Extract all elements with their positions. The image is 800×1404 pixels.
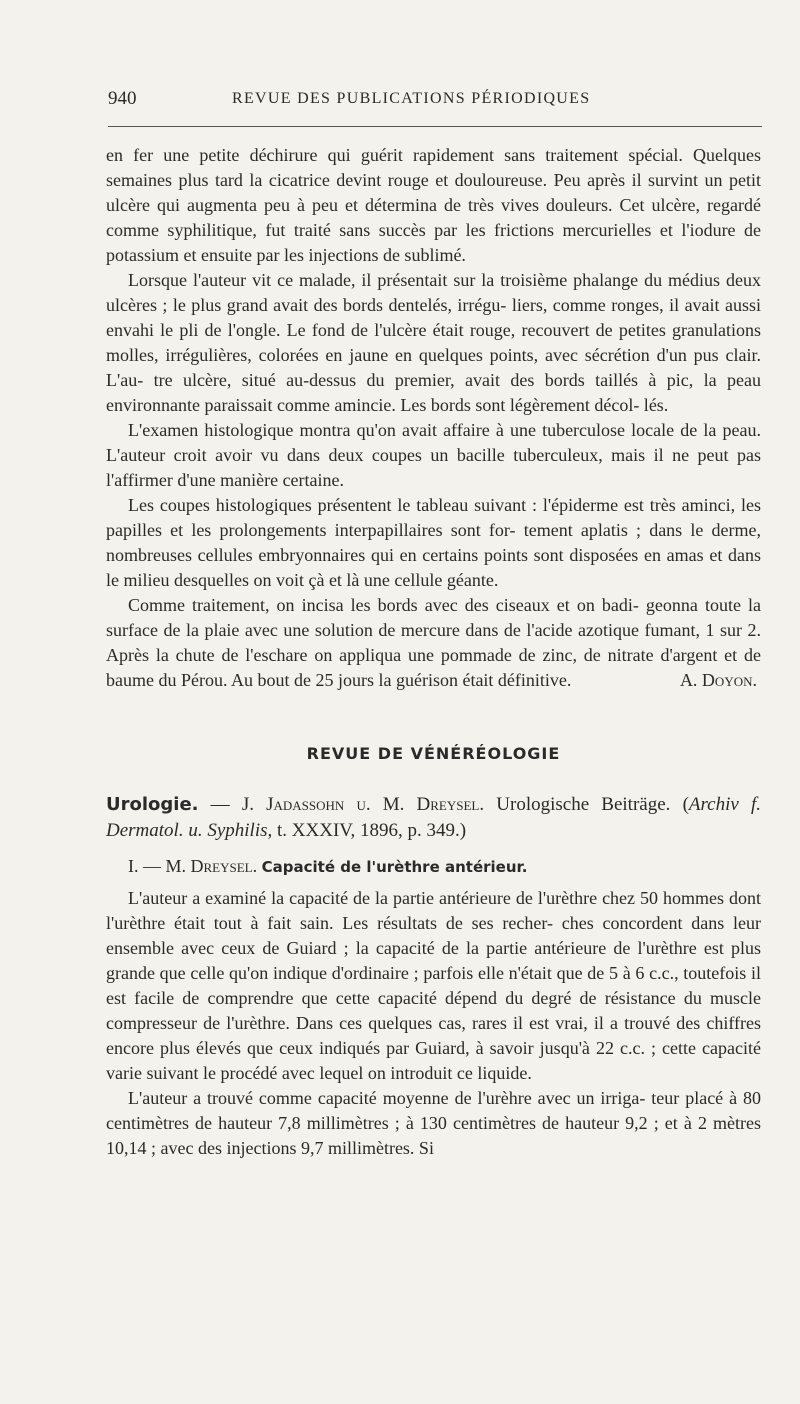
running-title: REVUE DES PUBLICATIONS PÉRIODIQUES xyxy=(232,90,591,107)
entry-citation: , t. XXXIV, 1896, p. 349.) xyxy=(267,820,467,841)
bibliographic-entry xyxy=(106,792,761,844)
body-text xyxy=(106,143,761,1161)
entry-dash: — xyxy=(210,794,230,815)
entry-journal: Archiv f. Dermatol. u. Syphilis xyxy=(106,794,762,841)
signature: A. Doyon. xyxy=(679,670,757,690)
paragraph-text: Comme traitement, on incisa les bords avec des ciseaux et on badi- geonna toute la surface de la plaie avec une solution de mercure dans de l'acide azotique fumant, 1 sur 2. Après la chute de l'eschare on appliqua une pommade de zinc, de nitrate d'argent et de baume du Pérou. Au bout de 25 jours la guérison était définitive. xyxy=(106,595,761,690)
subsection-author: M. Dreysel. xyxy=(165,856,258,876)
paragraph-with-signature xyxy=(106,593,761,693)
paragraph: L'auteur a examiné la capacité de la partie antérieure de l'urèthre chez 50 hommes dont l'urèthre était tout à fait sain. Les résultats de ses recher- ches concordent dans leur ensemble avec ceux de Guiard ; la capacité de la partie antérieure de l'urèthre est plus grande que celle qu'on indique d'ordinaire ; parfois elle n'était que de 5 à 6 c.c., toutefois il est facile de comprendre que cette capacité dépend du degré de résistance du muscle compresseur de l'urèthre. Dans ces quelques cas, rares il est vrai, il a trouvé des chiffres encore plus élevés que ceux indiqués par Guiard, à savoir jusqu'à 22 c.c. ; cette capacité varie suivant le procédé avec lequel on introduit ce liquide. xyxy=(106,888,761,1083)
paragraph: Les coupes histologiques présentent le tableau suivant : l'épiderme est très aminci, les papilles et les prolongements interpapillaires sont for- tement aplatis ; dans le derme, nombreuses cellules embryonnaires qui en certains points sont disposées en amas et dans le milieu desquelles on voit çà et là une cellule géante. xyxy=(106,495,761,590)
subsection-number: I. — xyxy=(128,856,161,876)
entry-authors: J. Jadassohn u. M. Dreysel. xyxy=(241,794,485,815)
paragraph: Lorsque l'auteur vit ce malade, il présentait sur la troisième phalange du médius deux ulcères ; le plus grand avait des bords dentelés, irrégu- liers, comme ronges, il avait aussi envahi le pli de l'ongle. Le fond de l'ulcère était rouge, recouvert de petites granulations molles, irrégulières, colorées en jaune en quelques points, avec sécrétion d'un pus clair. L'au- tre ulcère, situé au-dessus du premier, avait des bords taillés à pic, la peau environnante paraissait comme amincie. Les bords sont légèrement décol- lés. xyxy=(106,270,761,415)
entry-source-open: ( xyxy=(682,794,689,815)
entry-topic: Urologie. xyxy=(106,794,199,815)
section-title: REVUE DE VÉNÉRÉOLOGIE xyxy=(306,744,561,763)
subsection-heading xyxy=(106,854,761,880)
subsection-title: Capacité de l'urèthre antérieur. xyxy=(261,858,528,876)
page-number: 940 xyxy=(108,88,137,109)
paragraph: L'auteur a trouvé comme capacité moyenne de l'urèhre avec un irriga- teur placé à 80 centimètres de hauteur 7,8 millimètres ; à 130 centimètres de hauteur 9,2 ; et à 2 mètres 10,14 ; avec des injections 9,7 millimètres. Si xyxy=(106,1088,761,1158)
paragraph: L'examen histologique montra qu'on avait affaire à une tuberculose locale de la peau. L'auteur croit avoir vu dans deux coupes un bacille tuberculeux, mais il ne peut pas l'affirmer d'une manière certaine. xyxy=(106,420,761,490)
page-header xyxy=(108,88,760,112)
entry-work-title: Urologische Beiträge. xyxy=(496,794,671,815)
header-rule xyxy=(108,126,762,127)
paragraph: en fer une petite déchirure qui guérit rapidement sans traitement spécial. Quelques semaines plus tard la cicatrice devint rouge et douloureuse. Peu après il survint un petit ulcère qui augmenta peu à peu et détermina de très vives douleurs. Cet ulcère, regardé comme syphilitique, fut traité sans succès par les frictions mercurielles et l'iodure de potassium et ensuite par les injections de sublimé. xyxy=(106,145,761,265)
